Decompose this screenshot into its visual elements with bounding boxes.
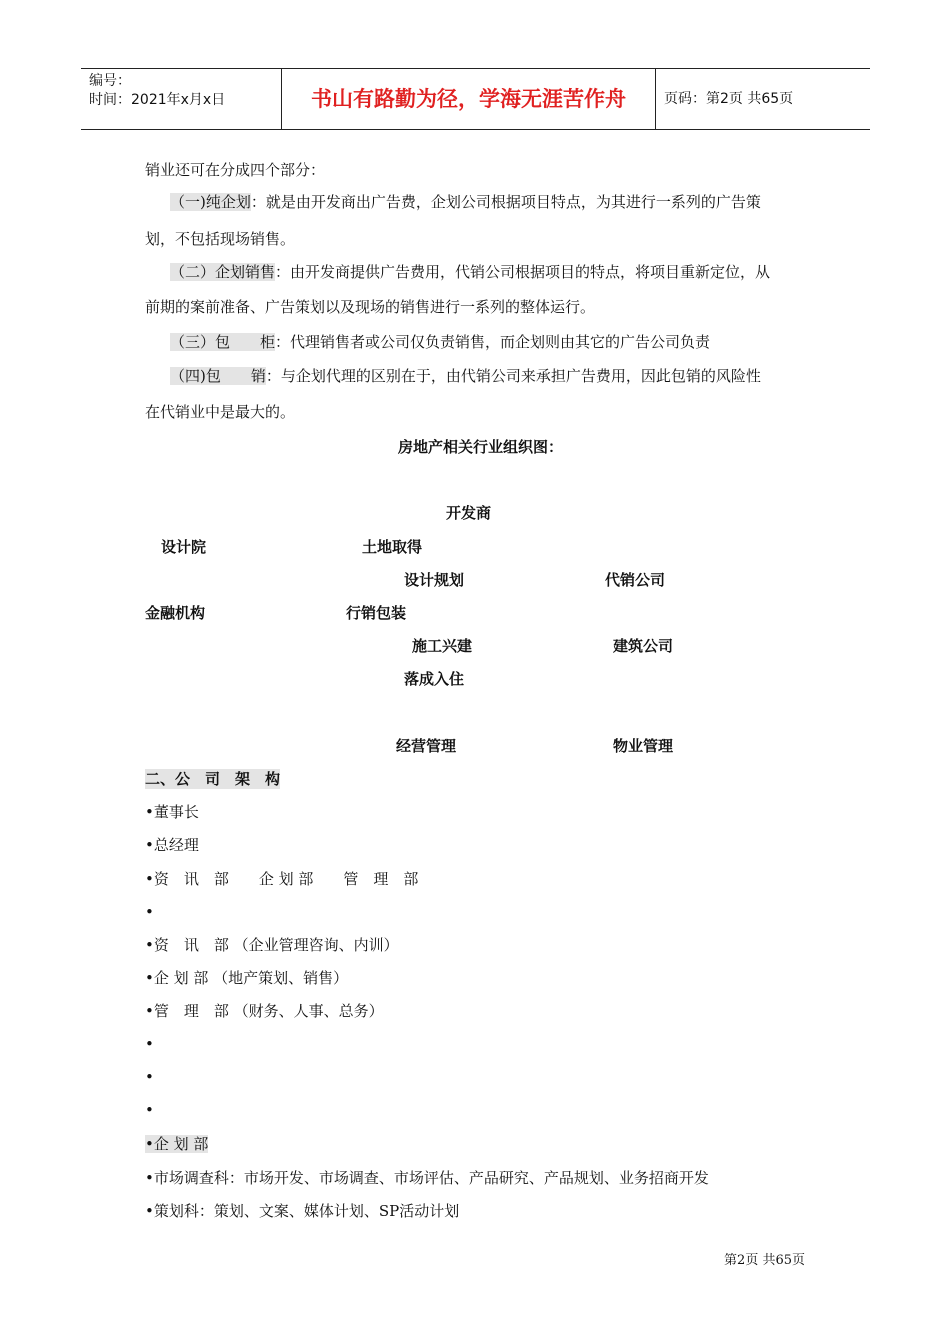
- org-finance: 金融机构: [145, 604, 206, 622]
- part-3: [170, 332, 710, 352]
- part-label: （四)包 销: [170, 367, 266, 385]
- list-item: •资 讯 部 （企业管理咨询、内训）: [145, 936, 399, 954]
- part-4: [170, 366, 761, 386]
- number-label: 编号：: [89, 73, 131, 89]
- header-divider: [655, 69, 656, 129]
- part-label: （三）包 柜: [170, 333, 276, 351]
- part-label: （一)纯企划: [170, 193, 251, 211]
- list-item: [145, 1134, 208, 1154]
- org-developer: 开发商: [446, 504, 492, 522]
- motto: 书山有路勤为径，学海无涯苦作舟: [311, 87, 626, 111]
- time-label: 时间：2021年x月x日: [89, 92, 226, 108]
- part-4-cont: 在代销业中是最大的。: [145, 403, 296, 421]
- list-item: •资 讯 部 企 划 部 管 理 部: [145, 870, 419, 888]
- org-marketing: 行销包装: [346, 604, 407, 622]
- list-item: •董事长: [145, 803, 199, 821]
- list-item: •企 划 部 （地产策划、销售）: [145, 969, 349, 987]
- list-item: •: [145, 1068, 154, 1086]
- list-item: •: [145, 1035, 154, 1053]
- org-planning: 设计规划: [404, 571, 465, 589]
- section-title: 二、公 司 架 构: [145, 770, 281, 788]
- part-text: ：代理销售者或公司仅负责销售，而企划则由其它的广告公司负责: [275, 333, 711, 351]
- org-construction: 施工兴建: [412, 637, 473, 655]
- part-text: ：由开发商提供广告费用，代销公司根据项目的特点，将项目重新定位，从: [275, 263, 771, 281]
- part-2-cont: 前期的案前准备、广告策划以及现场的销售进行一系列的整体运行。: [145, 298, 596, 316]
- list-item: •管 理 部 （财务、人事、总务）: [145, 1002, 384, 1020]
- list-item: •市场调查科：市场开发、市场调查、市场评估、产品研究、产品规划、业务招商开发: [145, 1169, 709, 1187]
- page-header: [81, 68, 870, 130]
- org-builder: 建筑公司: [613, 637, 674, 655]
- org-operation: 经营管理: [396, 737, 457, 755]
- org-land: 土地取得: [362, 538, 423, 556]
- list-item: •总经理: [145, 836, 199, 854]
- part-text: ：与企划代理的区别在于，由代销公司来承担广告费用，因此包销的风险性: [265, 367, 761, 385]
- header-meta: [89, 72, 225, 110]
- part-label: （二）企划销售: [170, 263, 276, 281]
- list-item: •: [145, 903, 154, 921]
- org-chart-title: 房地产相关行业组织图：: [398, 438, 564, 456]
- list-item-label: •企 划 部: [145, 1135, 209, 1153]
- list-item: •策划科：策划、文案、媒体计划、SP活动计划: [145, 1202, 460, 1220]
- org-agency: 代销公司: [605, 571, 666, 589]
- intro-text: 销业还可在分成四个部分：: [145, 161, 326, 179]
- page-footer: 第2页 共65页: [724, 1253, 805, 1268]
- part-2: [170, 262, 770, 282]
- part-text: ：就是由开发商出广告费，企划公司根据项目特点，为其进行一系列的广告策: [250, 193, 761, 211]
- org-design-institute: 设计院: [161, 538, 207, 556]
- org-completion: 落成入住: [404, 670, 465, 688]
- page-label: 页码：第2页 共65页: [664, 91, 794, 107]
- part-1-cont: 划，不包括现场销售。: [145, 230, 296, 248]
- part-1: [170, 192, 761, 212]
- org-property: 物业管理: [613, 737, 674, 755]
- list-item: •: [145, 1101, 154, 1119]
